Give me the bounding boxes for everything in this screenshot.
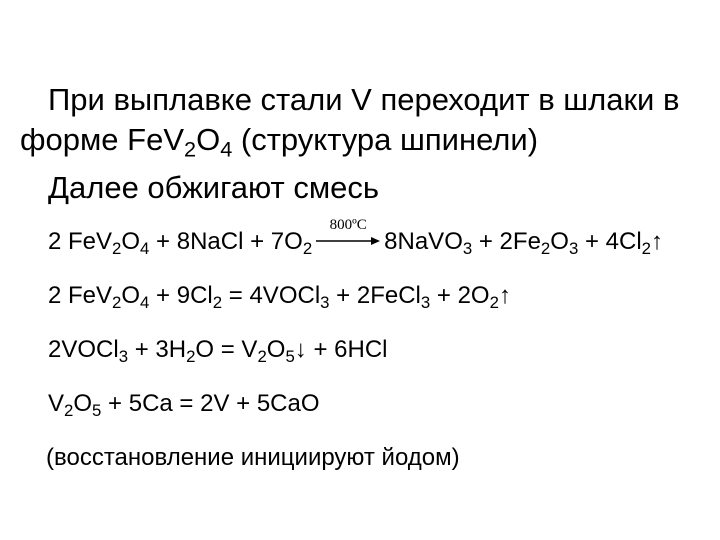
sub-2: 2 bbox=[212, 293, 223, 313]
reaction-temperature: 800ºC bbox=[329, 216, 367, 233]
right-arrow-icon bbox=[316, 235, 380, 247]
text-line-2 bbox=[20, 122, 539, 162]
eq3-c: O = V bbox=[195, 336, 258, 363]
eq1-f: O bbox=[550, 228, 569, 255]
text-line-3 bbox=[48, 172, 379, 203]
equation-4 bbox=[48, 390, 320, 421]
eq3-d: O bbox=[266, 336, 286, 363]
eq2-a: 2 FeV bbox=[48, 282, 113, 309]
sub-5: 5 bbox=[285, 347, 295, 367]
line2-pre: форме FeV bbox=[20, 122, 185, 157]
eq1-d: 8NaVO bbox=[384, 228, 463, 255]
gas-arrow-icon: ↑ bbox=[498, 282, 511, 309]
eq1-a: 2 FeV bbox=[48, 228, 113, 255]
sub-2: 2 bbox=[302, 239, 313, 259]
text-line-1 bbox=[48, 84, 679, 115]
eq3-f: + 6HCl bbox=[306, 336, 388, 363]
sub-3: 3 bbox=[462, 239, 473, 259]
sub-2: 2 bbox=[186, 347, 196, 367]
equation-2 bbox=[48, 282, 511, 313]
sub-2: 2 bbox=[184, 136, 197, 162]
line2-mid: O bbox=[196, 122, 221, 157]
eq1-c: + 8NaCl + 7O bbox=[149, 228, 303, 255]
sub-4: 4 bbox=[140, 293, 150, 313]
precipitate-arrow-icon: ↓ bbox=[294, 336, 307, 363]
eq2-c: + 9Cl bbox=[149, 282, 213, 309]
eq4-c: + 5Ca = 2V + 5CaO bbox=[101, 390, 320, 417]
sub-2: 2 bbox=[257, 347, 267, 367]
sub-3: 3 bbox=[420, 293, 431, 313]
equation-3 bbox=[48, 336, 388, 367]
eq4-a: V bbox=[48, 390, 65, 417]
reaction-condition-arrow bbox=[316, 216, 380, 253]
eq1-e: + 2Fe bbox=[472, 228, 541, 255]
note-content: (восстановление инициируют йодом) bbox=[46, 444, 460, 471]
sub-5: 5 bbox=[92, 401, 102, 421]
sub-3: 3 bbox=[118, 347, 129, 367]
sub-2: 2 bbox=[540, 239, 551, 259]
eq2-d: = 4VOCl bbox=[222, 282, 321, 309]
sub-2: 2 bbox=[112, 293, 122, 313]
equation-1 bbox=[48, 216, 663, 259]
note-text bbox=[46, 446, 460, 470]
sub-4: 4 bbox=[140, 239, 150, 259]
eq2-f: + 2O bbox=[430, 282, 490, 309]
eq1-b: O bbox=[121, 228, 141, 255]
eq3-a: 2VOCl bbox=[48, 336, 119, 363]
gas-arrow-icon: ↑ bbox=[651, 228, 663, 255]
sub-2: 2 bbox=[641, 239, 651, 259]
text-line-1-content: При выплавке стали V переходит в шлаки в bbox=[48, 82, 680, 117]
line2-post: (структура шпинели) bbox=[232, 122, 539, 157]
eq3-b: + 3H bbox=[128, 336, 187, 363]
text-line-3-content: Далее обжигают смесь bbox=[48, 170, 380, 205]
eq2-b: O bbox=[121, 282, 141, 309]
sub-3: 3 bbox=[568, 239, 579, 259]
sub-2: 2 bbox=[489, 293, 499, 313]
eq1-g: + 4Cl bbox=[578, 228, 642, 255]
sub-2: 2 bbox=[64, 401, 74, 421]
eq2-e: + 2FeCl bbox=[329, 282, 421, 309]
sub-4: 4 bbox=[220, 136, 233, 162]
sub-3: 3 bbox=[320, 293, 330, 313]
sub-2: 2 bbox=[112, 239, 122, 259]
eq4-b: O bbox=[73, 390, 93, 417]
